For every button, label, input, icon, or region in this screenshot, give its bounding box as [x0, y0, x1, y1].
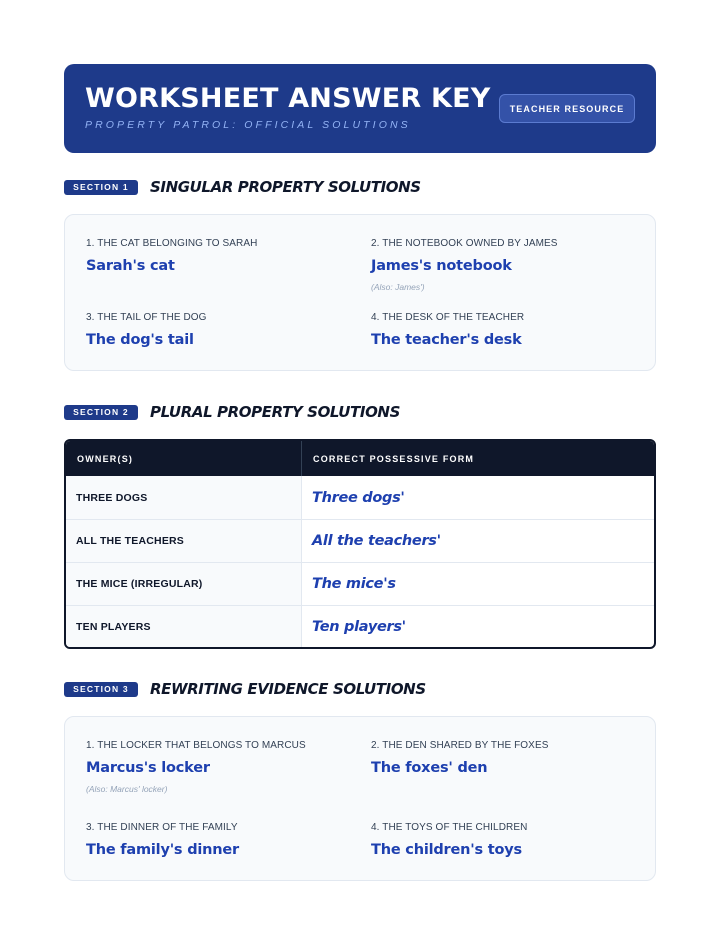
item-label: 3. THE TAIL OF THE DOG [86, 312, 207, 323]
form-cell: All the teachers' [312, 533, 441, 549]
section-3-item-3 [86, 822, 239, 858]
table-row [66, 562, 654, 605]
section-1-heading [64, 178, 421, 196]
item-label: 1. THE CAT BELONGING TO SARAH [86, 238, 258, 249]
section-2-pill: SECTION 2 [64, 405, 138, 420]
item-answer: The dog's tail [86, 332, 194, 348]
item-answer: The children's toys [371, 842, 522, 858]
item-label: 2. THE NOTEBOOK OWNED BY JAMES [371, 238, 558, 249]
table-row [66, 519, 654, 562]
page-title: WORKSHEET ANSWER KEY [85, 83, 491, 114]
section-3-card [64, 716, 656, 881]
section-2-heading [64, 403, 400, 421]
section-3-pill: SECTION 3 [64, 682, 138, 697]
item-note: (Also: Marcus' locker) [86, 784, 168, 794]
section-1-title: SINGULAR PROPERTY SOLUTIONS [150, 178, 421, 196]
section-3-item-2 [371, 740, 549, 776]
section-1-item-3 [86, 312, 207, 348]
column-header-form: CORRECT POSSESSIVE FORM [313, 453, 475, 464]
section-3-heading [64, 680, 426, 698]
owner-cell: ALL THE TEACHERS [66, 520, 302, 562]
section-2-title: PLURAL PROPERTY SOLUTIONS [150, 403, 400, 421]
column-header-owner: OWNER(S) [66, 441, 302, 476]
owner-cell: THREE DOGS [66, 476, 302, 519]
section-1-item-4 [371, 312, 524, 348]
item-label: 4. THE DESK OF THE TEACHER [371, 312, 525, 323]
item-label: 2. THE DEN SHARED BY THE FOXES [371, 740, 549, 751]
table-body [66, 476, 654, 648]
table-header [66, 441, 654, 476]
form-cell: Ten players' [312, 619, 406, 635]
form-cell: Three dogs' [312, 489, 405, 506]
table-row [66, 605, 654, 648]
table-row [66, 476, 654, 519]
section-3-item-4 [371, 822, 527, 858]
header-banner [64, 64, 656, 153]
owner-cell: THE MICE (IRREGULAR) [66, 563, 302, 605]
page-subtitle: PROPERTY PATROL: OFFICIAL SOLUTIONS [85, 119, 411, 131]
form-cell: The mice's [312, 576, 396, 592]
plural-solutions-table [64, 439, 656, 649]
item-answer: The family's dinner [86, 842, 239, 858]
section-3-item-1 [86, 740, 306, 794]
section-1-item-1 [86, 238, 257, 274]
section-1-pill: SECTION 1 [64, 180, 138, 195]
section-3-title: REWRITING EVIDENCE SOLUTIONS [150, 680, 426, 698]
item-answer: The teacher's desk [371, 332, 522, 348]
section-1-item-2 [371, 238, 558, 292]
item-label: 1. THE LOCKER THAT BELONGS TO MARCUS [86, 740, 306, 751]
item-label: 4. THE TOYS OF THE CHILDREN [371, 822, 528, 833]
item-answer: Marcus's locker [86, 760, 210, 776]
item-answer: Sarah's cat [86, 258, 175, 274]
owner-cell: TEN PLAYERS [66, 606, 302, 648]
item-note: (Also: James') [371, 282, 425, 292]
item-answer: The foxes' den [371, 760, 488, 776]
item-label: 3. THE DINNER OF THE FAMILY [86, 822, 238, 833]
teacher-resource-badge: TEACHER RESOURCE [499, 94, 635, 123]
section-1-card [64, 214, 656, 371]
item-answer: James's notebook [371, 258, 512, 274]
